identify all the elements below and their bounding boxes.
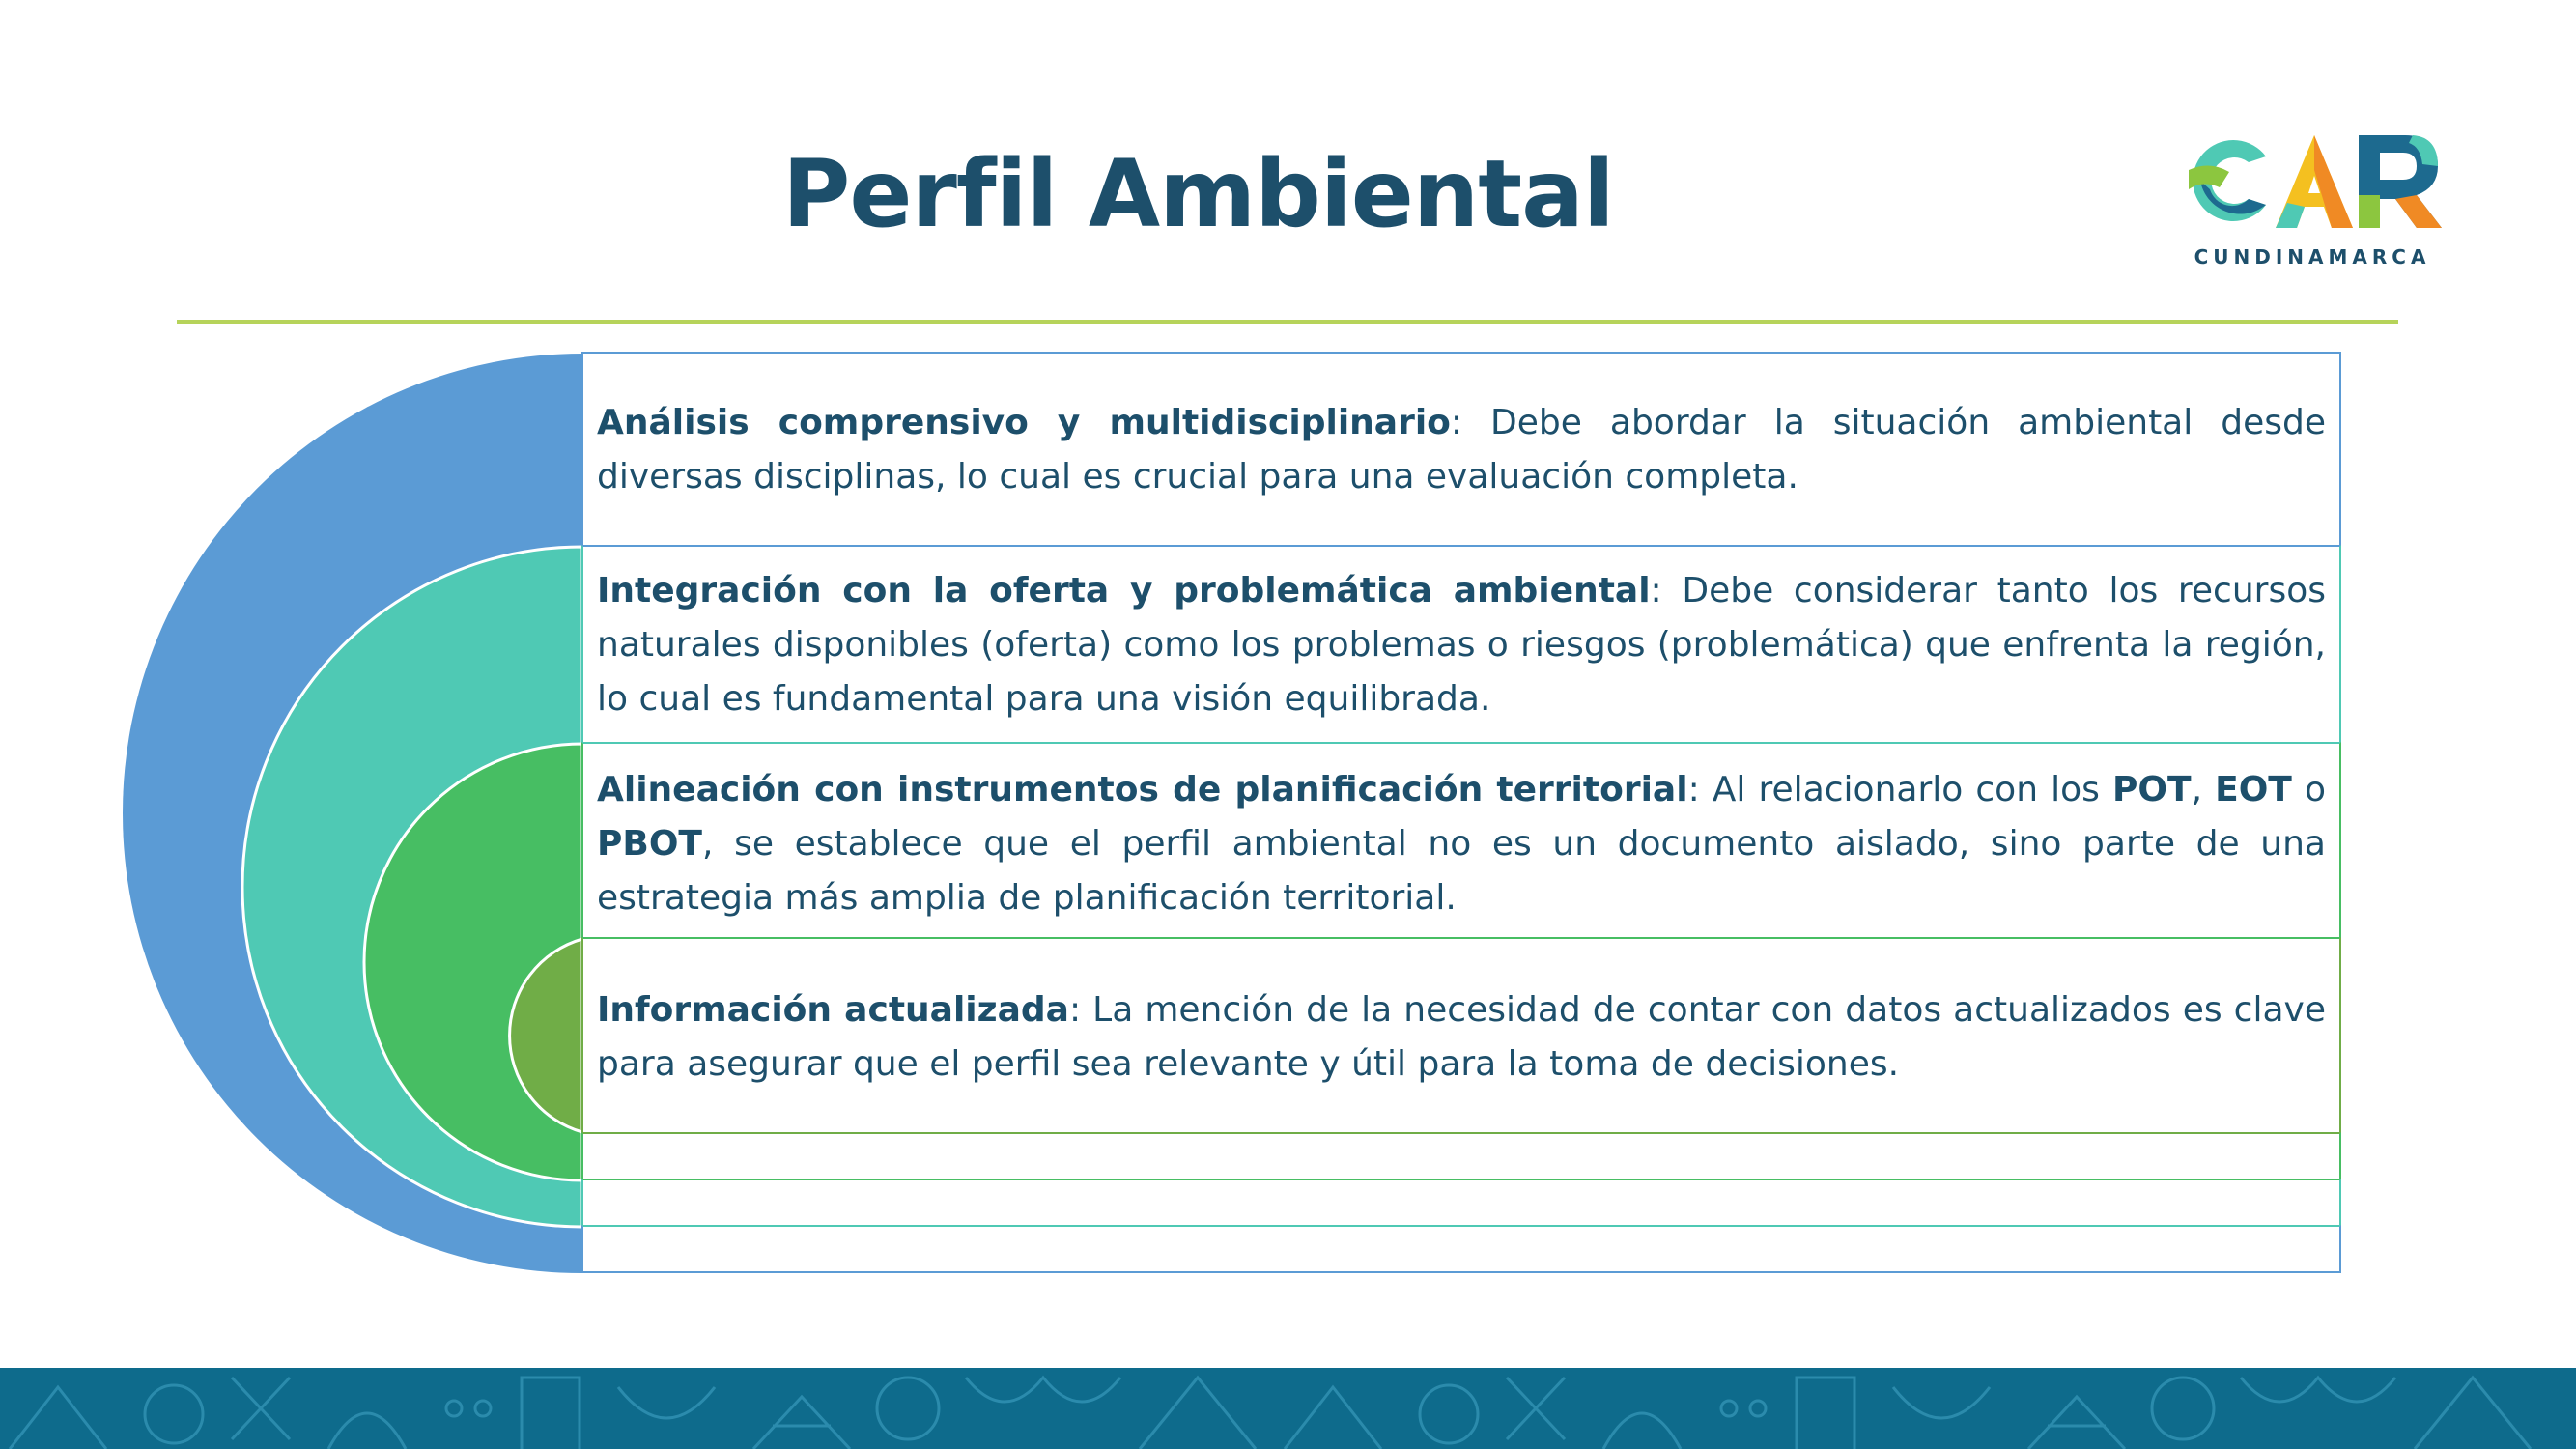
- item-text-4: [597, 983, 2326, 1092]
- footer-pattern-band: [0, 1368, 2576, 1449]
- item-3-body-text: : Al relacionarlo con los: [1687, 770, 2113, 810]
- item-3-body-text: ,: [2191, 770, 2216, 810]
- page-title: Perfil Ambiental: [782, 140, 1614, 248]
- footer-pattern: [0, 1368, 2576, 1449]
- item-text-2: [597, 564, 2326, 726]
- item-3-bold-text: EOT: [2215, 770, 2292, 810]
- item-4-body-text: : La mención de la necesidad de contar con datos actualizados es clave para asegurar que el perfil sea relevante y útil para la toma de decisiones.: [597, 990, 2326, 1084]
- item-row-3: [581, 742, 2341, 939]
- spacer-row-1: [581, 1132, 2341, 1180]
- item-2-body-text: : Debe considerar tanto los recursos naturales disponibles (oferta) como los problemas o riesgos (problemática) que enfrenta la región, lo cual es fundamental para una visión equilibrada.: [597, 571, 2327, 719]
- item-1-bold-text: Análisis comprensivo y multidisciplinario: [597, 403, 1451, 442]
- item-row-4: [581, 937, 2341, 1134]
- item-row-2: [581, 545, 2341, 744]
- item-1-body-text: : Debe abordar la situación ambiental desde diversas disciplinas, lo cual es crucial para una evaluación completa.: [597, 403, 2326, 497]
- item-text-3: [597, 763, 2326, 925]
- logo-wordmark: CUNDINAMARCA: [2194, 245, 2431, 269]
- item-4-bold-text: Información actualizada: [597, 990, 1069, 1030]
- spacer-row-2: [581, 1179, 2341, 1227]
- item-3-bold-text: Alineación con instrumentos de planificación territorial: [597, 770, 1688, 810]
- item-text-1: [597, 396, 2326, 504]
- item-2-bold-text: Integración con la oferta y problemática ambiental: [597, 571, 1651, 611]
- item-3-body-text: , se establece que el perfil ambiental no es un documento aislado, sino parte de una estrategia más amplia de planificación territorial.: [597, 824, 2326, 918]
- spacer-row-3: [581, 1225, 2341, 1273]
- item-row-1: [581, 352, 2341, 547]
- item-3-bold-text: PBOT: [597, 824, 702, 864]
- item-3-body-text: o: [2291, 770, 2327, 810]
- item-3-bold-text: POT: [2112, 770, 2192, 810]
